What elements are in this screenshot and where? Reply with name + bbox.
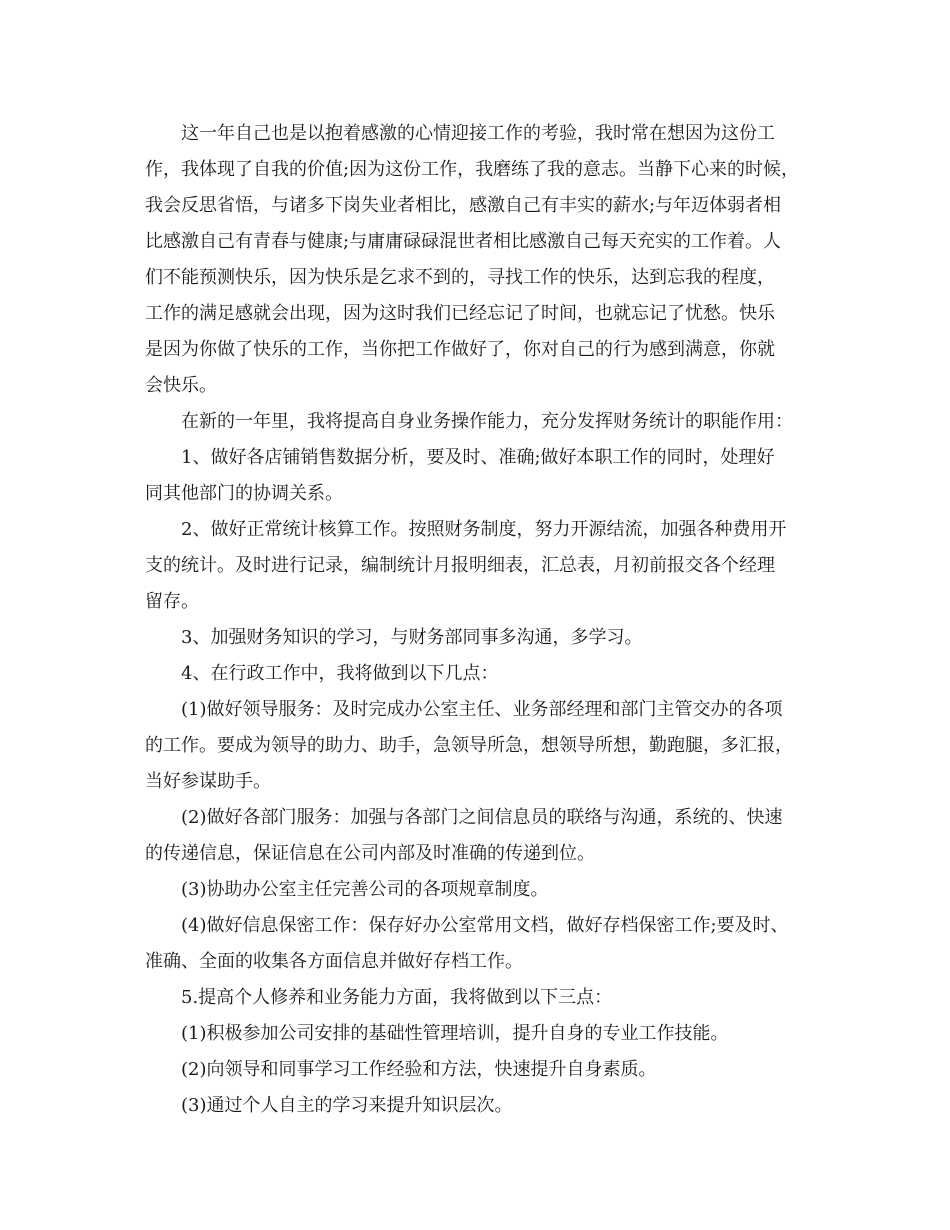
sub-item-line: 的工作。要成为领导的助力、助手，急领导所急，想领导所想，勤跑腿，多汇报， (145, 735, 793, 756)
paragraph-line: 作，我体现了自我的价值;因为这份工作，我磨练了我的意志。当静下心来的时候， (145, 159, 800, 180)
paragraph-line: 我会反思省悟，与诸多下岗失业者相比，感激自己有丰实的薪水;与年迈体弱者相 (145, 195, 782, 216)
sub-item-line: (1)积极参加公司安排的基础性管理培训，提升自身的专业工作技能。 (181, 1023, 729, 1044)
sub-item-line: (4)做好信息保密工作：保存好办公室常用文档，做好存档保密工作;要及时、 (181, 915, 789, 936)
paragraph-line: 在新的一年里，我将提高自身业务操作能力，充分发挥财务统计的职能作用： (181, 411, 793, 432)
list-item-line: 3、加强财务知识的学习，与财务部同事多沟通，多学习。 (181, 627, 643, 648)
sub-item-line: (1)做好领导服务：及时完成办公室主任、业务部经理和部门主管交办的各项 (181, 699, 783, 720)
list-item-line: 2、做好正常统计核算工作。按照财务制度，努力开源结流，加强各种费用开 (181, 519, 787, 540)
sub-item-line: 准确、全面的收集各方面信息并做好存档工作。 (145, 951, 523, 972)
paragraph-line: 会快乐。 (145, 375, 217, 396)
list-item-line: 1、做好各店铺销售数据分析，要及时、准确;做好本职工作的同时，处理好 (181, 447, 775, 468)
sub-item-line: (2)向领导和同事学习工作经验和方法，快速提升自身素质。 (181, 1059, 657, 1080)
paragraph-line: 是因为你做了快乐的工作，当你把工作做好了，你对自己的行为感到满意，你就 (145, 339, 775, 360)
paragraph-line: 们不能预测快乐，因为快乐是乞求不到的，寻找工作的快乐，达到忘我的程度， (145, 267, 775, 288)
paragraph-line: 比感激自己有青春与健康;与庸庸碌碌混世者相比感激自己每天充实的工作着。人 (145, 231, 782, 252)
sub-item-line: (3)通过个人自主的学习来提升知识层次。 (181, 1095, 513, 1116)
list-item-line: 5.提高个人修养和业务能力方面，我将做到以下三点： (181, 987, 613, 1008)
list-item-line: 留存。 (145, 591, 199, 612)
list-item-line: 支的统计。及时进行记录，编制统计月报明细表，汇总表，月初前报交各个经理 (145, 555, 775, 576)
paragraph-line: 这一年自己也是以抱着感激的心情迎接工作的考验，我时常在想因为这份工 (181, 123, 775, 144)
sub-item-line: (2)做好各部门服务：加强与各部门之间信息员的联络与沟通，系统的、快速 (181, 807, 783, 828)
sub-item-line: (3)协助办公室主任完善公司的各项规章制度。 (181, 879, 549, 900)
sub-item-line: 的传递信息，保证信息在公司内部及时准确的传递到位。 (145, 843, 595, 864)
sub-item-line: 当好参谋助手。 (145, 771, 271, 792)
list-item-line: 4、在行政工作中，我将做到以下几点： (181, 663, 499, 684)
list-item-line: 同其他部门的协调关系。 (145, 483, 343, 504)
paragraph-line: 工作的满足感就会出现，因为这时我们已经忘记了时间，也就忘记了忧愁。快乐 (145, 303, 775, 324)
